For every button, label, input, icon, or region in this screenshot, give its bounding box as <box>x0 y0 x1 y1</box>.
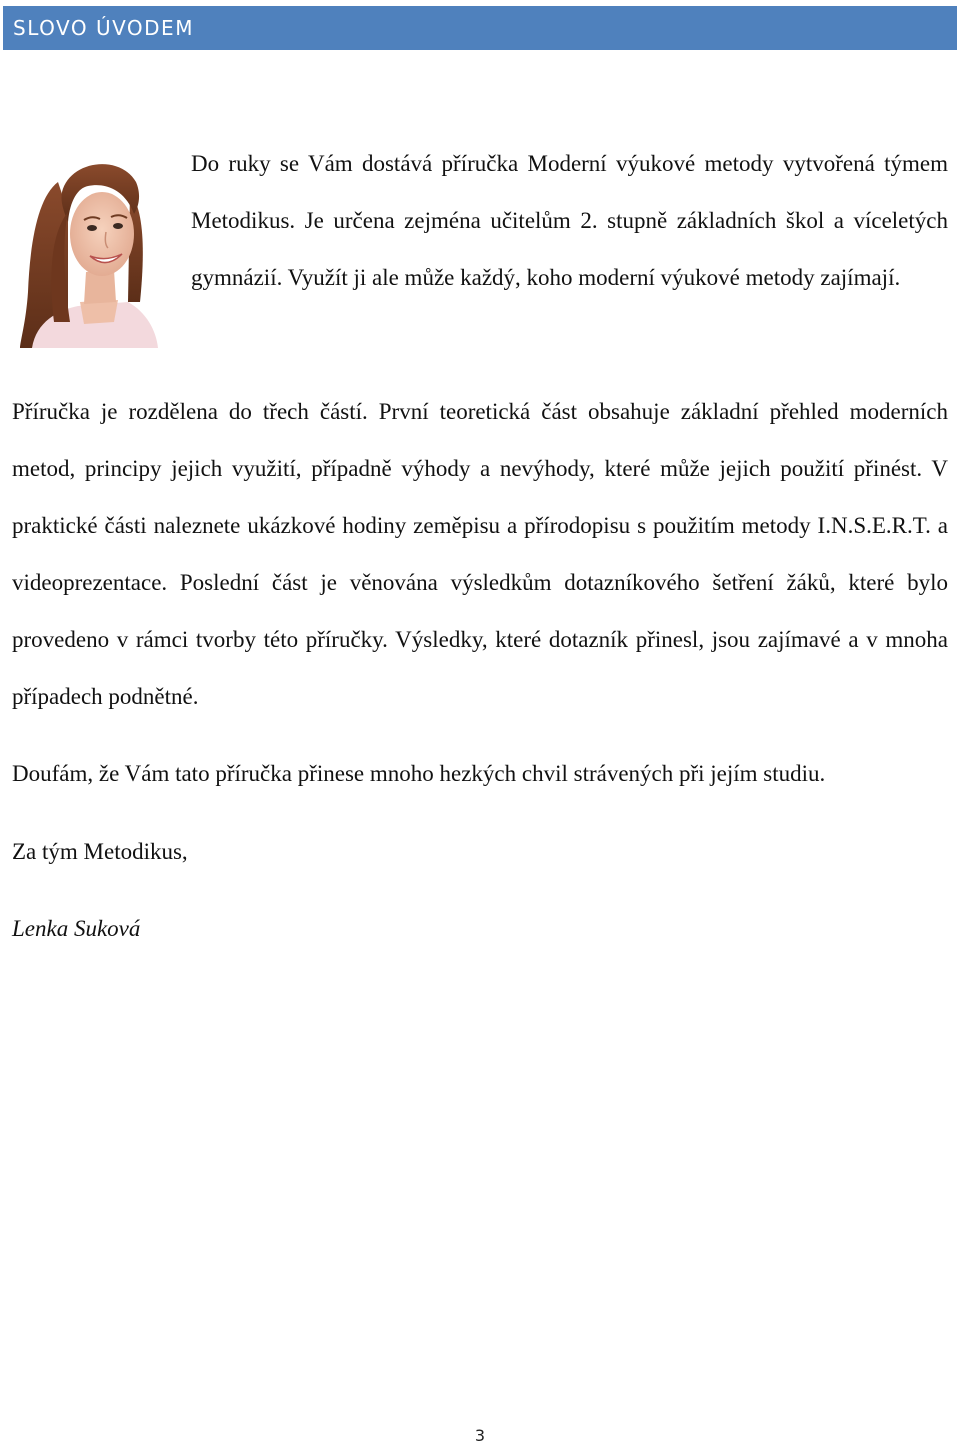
intro-paragraph: Do ruky se Vám dostává příručka Moderní výukové metody vytvořená týmem Metodikus. Je určena zejména učitelům 2. stupně základních škol a víceletých gymnázií. Využít ji ale může každý, koho moderní výukové metody zajímají. <box>191 151 948 290</box>
portrait-photo <box>18 152 158 348</box>
section-title: SLOVO ÚVODEM <box>13 16 194 40</box>
body-paragraph-wish: Doufám, že Vám tato příručka přinese mnoho hezkých chvil strávených při jejím studiu. <box>12 761 826 786</box>
body-paragraph-structure: Příručka je rozdělena do třech částí. První teoretická část obsahuje základní přehled moderních metod, principy jejich využití, případně výhody a nevýhody, které může jejich použití přinést. V praktické části naleznete ukázkové hodiny zeměpisu a přírodopisu s použitím metody I.N.S.E.R.T. a videoprezentace. Poslední část je věnována výsledkům dotazníkového šetření žáků, které bylo provedeno v rámci tvorby této příručky. Výsledky, které dotazník přinesl, jsou zajímavé a v mnoha případech podnětné. <box>12 399 948 709</box>
section-header-bar <box>3 6 957 50</box>
page-number: 3 <box>474 1426 486 1445</box>
closing-line: Za tým Metodikus, <box>12 839 188 864</box>
author-signature: Lenka Suková <box>12 916 141 941</box>
